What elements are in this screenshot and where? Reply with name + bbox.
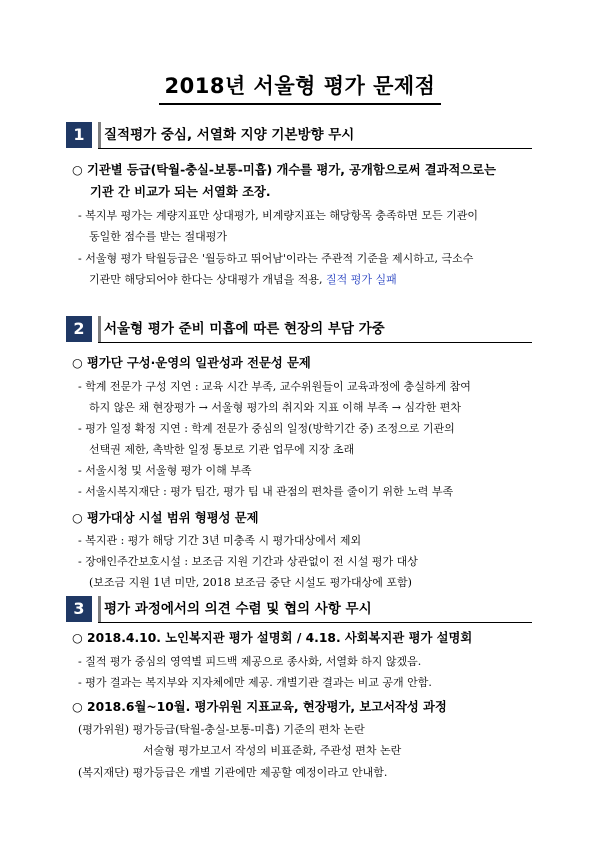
detail-item: - 학계 전문가 구성 지연 : 교육 시간 부족, 교수위원들이 교육과정에 충실하게 참여 (78, 380, 471, 393)
section-heading: 질적평가 중심, 서열화 지양 기본방향 무시 (98, 122, 532, 149)
detail-item: - 장애인주간보호시설 : 보조금 지원 기간과 상관없이 전 시설 평가 대상 (78, 555, 418, 568)
detail-item: - 복지관 : 평가 해당 기간 3년 미충족 시 평가대상에서 제외 (78, 534, 362, 547)
detail-item: - 복지부 평가는 계량지표만 상대평가, 비계량지표는 해당항목 충족하면 모든 기관이 (78, 209, 478, 222)
detail-item-continuation: 선택권 제한, 촉박한 일정 통보로 기관 업무에 지장 초래 (89, 443, 355, 456)
section-heading: 평가 과정에서의 의견 수렴 및 협의 사항 무시 (98, 596, 532, 623)
bullet-item: ○ 2018.4.10. 노인복지관 평가 설명회 / 4.18. 사회복지관 평가 설명회 (72, 631, 473, 645)
document-title: 2018년 서울형 평가 문제점 (159, 70, 442, 105)
highlight-text: 질적 평가 실패 (326, 273, 397, 286)
detail-item: - 평가 일정 확정 지연 : 학계 전문가 중심의 일정(방학기간 중) 조정으로 기관의 (78, 422, 455, 435)
section-number-badge: 1 (66, 122, 92, 148)
bullet-item: ○ 평가대상 시설 범위 형평성 문제 (72, 511, 259, 525)
bullet-item: ○ 기관별 등급(탁월-충실-보통-미흡) 개수를 평가, 공개함으로써 결과적으로는 (72, 163, 497, 177)
section-number-badge: 3 (66, 596, 92, 622)
detail-item: - 평가 결과는 복지부와 지자체에만 제공. 개별기관 결과는 비교 공개 안함. (78, 676, 432, 689)
bullet-item: ○ 2018.6월~10월. 평가위원 지표교육, 현장평가, 보고서작성 과정 (72, 700, 447, 714)
detail-item-continuation: 서술형 평가보고서 작성의 비표준화, 주관성 편차 논란 (143, 744, 402, 757)
document-title-wrap (0, 70, 600, 105)
section-2-header (66, 316, 532, 342)
detail-text: 기관만 해당되어야 한다는 상대평가 개념을 적용, (89, 273, 326, 286)
detail-item: - 서울형 평가 탁월등급은 '월등하고 뛰어남'이라는 주관적 기준을 제시하고, 극소수 (78, 252, 474, 265)
section-3-header (66, 596, 532, 622)
detail-item: (복지재단) 평가등급은 개별 기관에만 제공할 예정이라고 안내함. (78, 766, 388, 779)
section-number-badge: 2 (66, 316, 92, 342)
detail-item: (평가위원) 평가등급(탁월-충실-보통-미흡) 기준의 편차 논란 (78, 723, 365, 736)
detail-item: - 서울시복지재단 : 평가 팀간, 평가 팀 내 관점의 편차를 줄이기 위한 노력 부족 (78, 485, 454, 498)
detail-item-continuation: 동일한 점수를 받는 절대평가 (89, 230, 228, 243)
detail-item-continuation: 하지 않은 채 현장평가 → 서울형 평가의 취지와 지표 이해 부족 → 심각한 편차 (89, 401, 462, 414)
detail-item-continuation: (보조금 지원 1년 미만, 2018 보조금 중단 시설도 평가대상에 포함) (89, 576, 412, 589)
detail-item-continuation (89, 272, 397, 288)
section-1-header (66, 122, 532, 148)
section-heading: 서울형 평가 준비 미흡에 따른 현장의 부담 가중 (98, 316, 532, 343)
detail-item: - 서울시청 및 서울형 평가 이해 부족 (78, 464, 252, 477)
bullet-item: ○ 평가단 구성·운영의 일관성과 전문성 문제 (72, 356, 311, 370)
detail-item: - 질적 평가 중심의 영역별 피드백 제공으로 종사화, 서열화 하지 않겠음. (78, 655, 422, 668)
bullet-item-continuation: 기관 간 비교가 되는 서열화 조장. (90, 185, 271, 199)
